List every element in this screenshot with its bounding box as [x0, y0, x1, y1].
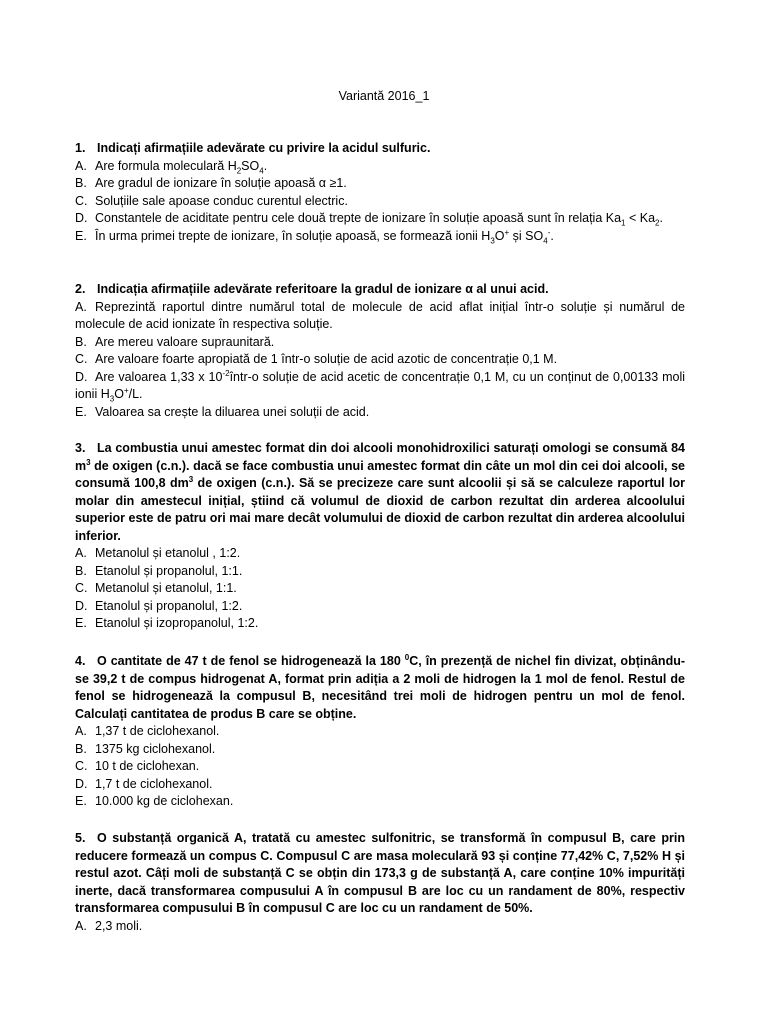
option-b: B. Are gradul de ionizare în soluție apoasă α ≥1.	[75, 176, 347, 190]
question-3	[75, 440, 685, 633]
option-d: D. 1,7 t de ciclohexanol.	[75, 776, 213, 791]
question-stem: 1. Indicați afirmațiile adevărate cu privire la acidul sulfuric.	[75, 141, 431, 155]
option-a: A. Are formula moleculară $H_2SO_4$.	[75, 158, 268, 175]
option-a: A. 2,3 moli.	[75, 918, 143, 933]
question-stem: 5. O substanță organică A, tratată cu amestec sulfonitric, se transformă în compusul B, care prin reducere formează un compus C. Compusul C are masa moleculară 93 și conține 77,42% C, 7,52% H și restul azot. Câți moli de substanță C se obțin din 173,3 g de substanță A, care conține 10% impurități inerte, dacă transformarea compusului A în compusul B are loc cu un randament de 80%, respectiv transformarea compusului B în compusul C are loc cu un randament de 50%.	[75, 831, 685, 915]
option-e: E. În urma primei trepte de ionizare, în soluție apoasă, se formează ionii $H_3O^+$ și $SO_4^-$.	[75, 227, 554, 245]
option-d: D. Etanolul și propanolul, 1:2.	[75, 598, 243, 613]
question-stem: 3. La combustia unui amestec format din doi alcooli monohidroxilici saturați omologi se consumă 84 $m^3$ de oxigen (c.n.). dacă se face combustia unui amestec format din câte un mol din cei doi alcooli, se consumă 100,8 $dm^3$ de oxigen (c.n.). Să se precizeze care sunt alcoolii și să se calculeze raportul lor molar din amestecul inițial, știind că volumul de dioxid de carbon rezultat din arderea alcoolului superior este de patru ori mai mare decât volumului de dioxid de carbon rezultat din arderea alcoolului inferior.	[75, 441, 685, 543]
question-1	[75, 140, 685, 245]
option-c: C. 10 t de ciclohexan.	[75, 759, 200, 773]
option-b: B. 1375 kg ciclohexanol.	[75, 741, 216, 756]
option-c: C. Are valoare foarte apropiată de 1 într-o soluție de acid azotic de concentrație 0,1 M.	[75, 352, 558, 366]
page-title: Variantă 2016_1	[338, 89, 430, 103]
question-stem: 4. O cantitate de 47 t de fenol se hidrogenează la 180 $^0$C, în prezență de nichel fin divizat, obținându-se 39,2 t de compus hidrogenat A, format prin adiția a 2 moli de hidrogen la 1 mol de fenol. Restul de fenol se hidrogenează la compusul B, necesitând trei moli de hidrogen pentru un mol de fenol. Calculați cantitatea de produs B care se obține.	[75, 652, 685, 721]
option-e: E. 10.000 kg de ciclohexan.	[75, 794, 234, 808]
question-5	[75, 830, 685, 935]
option-b: B. Are mereu valoare supraunitară.	[75, 334, 275, 349]
option-e: E. Valoarea sa crește la diluarea unei soluții de acid.	[75, 404, 370, 419]
options-list	[75, 545, 685, 633]
option-d: D. Constantele de aciditate pentru cele două trepte de ionizare în soluție apoasă sunt în relația $Ka_1 < Ka_2$.	[75, 211, 663, 228]
option-a: A. 1,37 t de ciclohexanol.	[75, 724, 220, 738]
option-a: A. Reprezintă raportul dintre numărul total de molecule de acid aflat inițial într-o soluție și numărul de molecule de acid ionizate în respectiva soluție.	[75, 299, 685, 331]
question-stem: 2. Indicația afirmațiile adevărate referitoare la gradul de ionizare α al unui acid.	[75, 282, 549, 296]
question-4	[75, 653, 685, 811]
option-d: D. Are valoarea 1,33 x $10^{-2}într-o$ soluție de acid acetic de concentrație 0,1 M, cu un conținut de 0,00133 moli ionii $H_3O^+/L$.	[75, 368, 685, 404]
option-b: B. Etanolul și propanolul, 1:1.	[75, 563, 243, 578]
option-a: A. Metanolul și etanolul , 1:2.	[75, 546, 241, 560]
option-e: E. Etanolul și izopropanolul, 1:2.	[75, 616, 259, 630]
option-c: C. Soluțiile sale apoase conduc curentul electric.	[75, 193, 348, 208]
option-c: C. Metanolul și etanolul, 1:1.	[75, 581, 237, 595]
question-2	[75, 281, 685, 421]
